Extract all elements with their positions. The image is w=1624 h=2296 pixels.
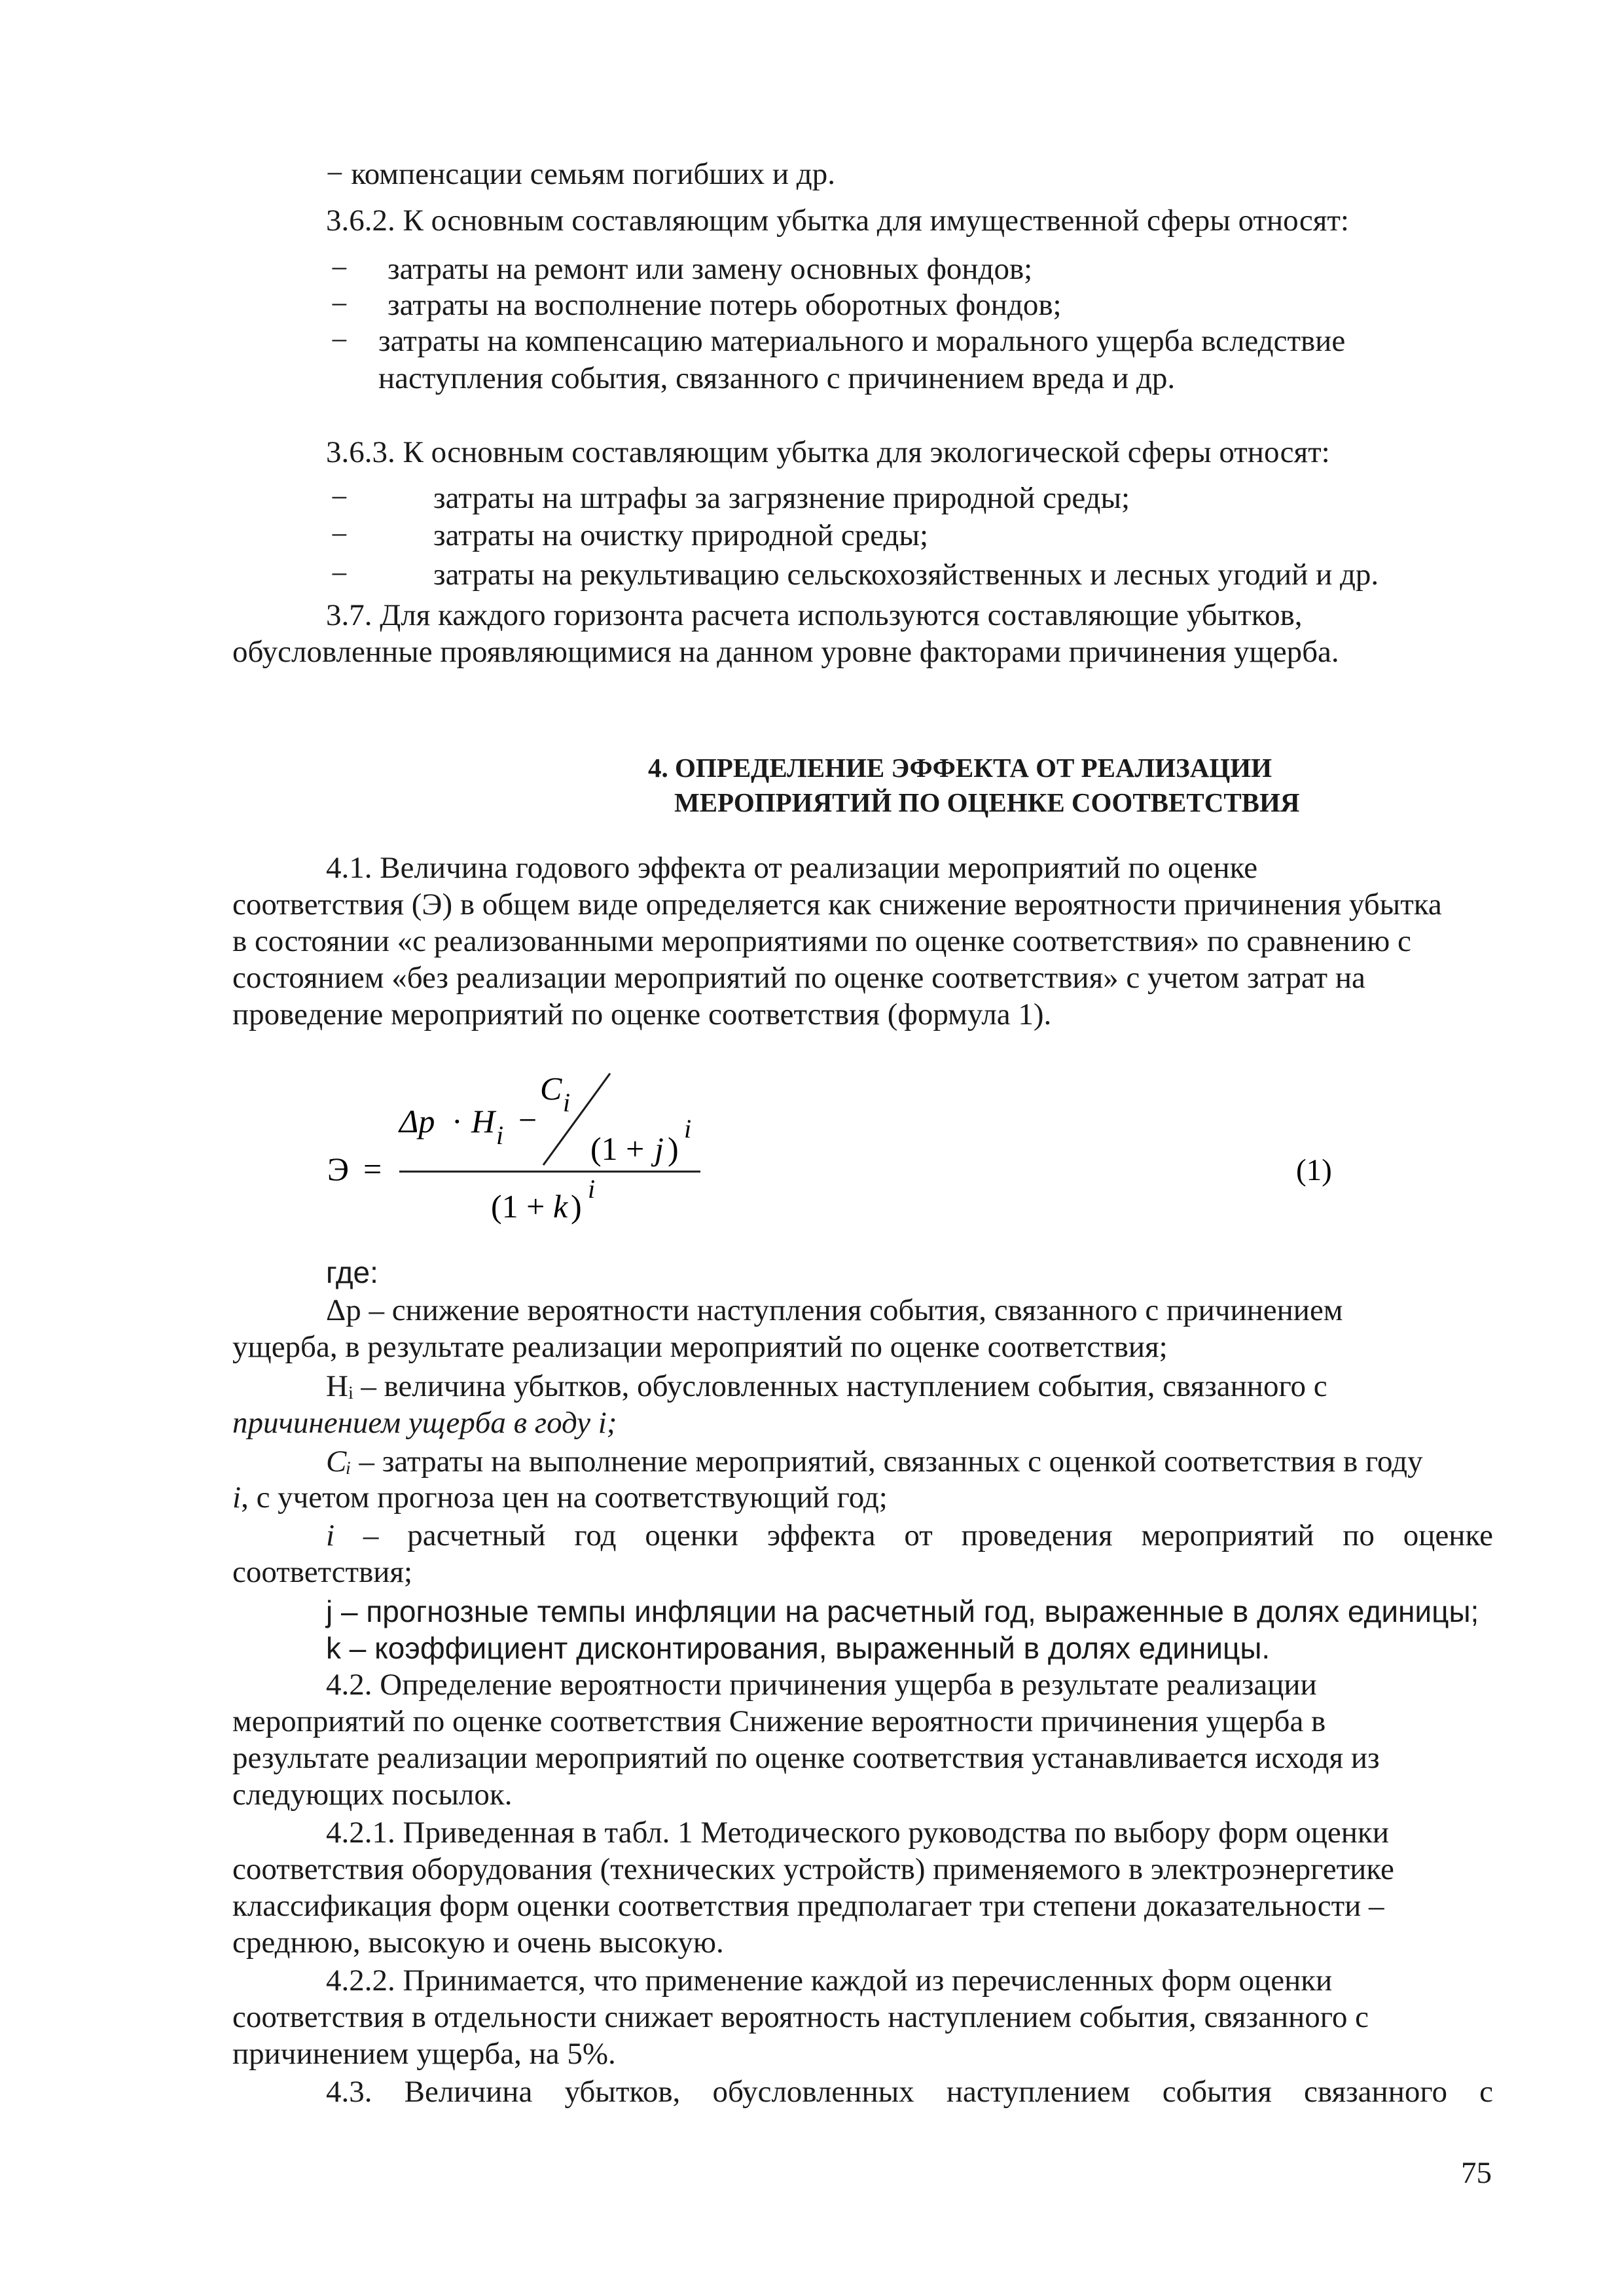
bullet-dash: − — [331, 518, 348, 552]
formula-lhs: Э — [327, 1151, 350, 1187]
list-item: затраты на рекультивацию сельскохозяйственных и лесных угодий и др. — [433, 558, 1379, 592]
text-line: следующих посылок. — [232, 1778, 513, 1812]
formula-denominator-exponent: i — [588, 1174, 596, 1204]
text-line: проведение мероприятий по оценке соответствия (формула 1). — [232, 997, 1052, 1031]
list-item: затраты на восполнение потерь оборотных фондов; — [388, 288, 1062, 322]
definition-line: k – коэффициент дисконтирования, выраженный в долях единицы. — [326, 1631, 1271, 1665]
text-line: 4.2. Определение вероятности причинения ущерба в результате реализации — [326, 1668, 1317, 1702]
list-item: затраты на компенсацию материального и морального ущерба вследствие — [378, 324, 1346, 358]
list-item: затраты на ремонт или замену основных фондов; — [388, 252, 1033, 286]
text-line: 4.3. Величина убытков, обусловленных наступлением события связанного с — [326, 2075, 1493, 2109]
text-line: соответствия (Э) в общем виде определяется как снижение вероятности причинения убытка — [232, 888, 1442, 922]
definition-text: – затраты на выполнение мероприятий, связанных с оценкой соответствия в году — [351, 1444, 1423, 1479]
definition-line: Δр – снижение вероятности наступления события, связанного с причинением — [326, 1293, 1343, 1327]
text-line: классификация форм оценки соответствия предполагает три степени доказательности – — [232, 1889, 1384, 1923]
formula-denominator-k: k — [553, 1188, 568, 1225]
definition-text: – расчетный год оценки эффекта от проведения мероприятий по оценке — [334, 1518, 1493, 1552]
text-line: − компенсации семьям погибших и др. — [326, 157, 835, 191]
text-line: соответствия оборудования (технических устройств) применяемого в электроэнергетике — [232, 1852, 1394, 1886]
bullet-dash: − — [331, 481, 348, 515]
text-line: среднюю, высокую и очень высокую. — [232, 1926, 724, 1960]
definition-line: причинением ущерба в году i; — [232, 1406, 617, 1440]
bullet-dash: − — [331, 288, 348, 322]
symbol-i: i — [232, 1480, 242, 1515]
formula-inflation-open: (1 + — [590, 1130, 645, 1167]
definition-line — [326, 1443, 1423, 1480]
page-number: 75 — [1461, 2156, 1492, 2190]
symbol-c-i: Cᵢ — [326, 1444, 352, 1479]
text-line: мероприятий по оценке соответствия Снижение вероятности причинения ущерба в — [232, 1704, 1326, 1738]
definition-line: j – прогнозные темпы инфляции на расчетный год, выраженные в долях единицы; — [326, 1594, 1479, 1628]
definition-line — [326, 1517, 1493, 1554]
text-line: обусловленные проявляющимися на данном уровне факторами причинения ущерба. — [232, 635, 1339, 669]
bullet-dash: − — [331, 558, 348, 592]
text-line: 4.2.1. Приведенная в табл. 1 Методического руководства по выбору форм оценки — [326, 1816, 1389, 1850]
formula-number: (1) — [1296, 1153, 1332, 1187]
text-line: 3.6.2. К основным составляющим убытка для имущественной сферы относят: — [326, 204, 1349, 238]
symbol-i: i — [326, 1518, 335, 1552]
bullet-dash: − — [331, 324, 348, 358]
section-heading: МЕРОПРИЯТИЙ ПО ОЦЕНКЕ СООТВЕТСТВИЯ — [674, 787, 1300, 817]
formula-c: C — [540, 1070, 562, 1107]
text-line: соответствия в отдельности снижает вероятность наступлением события, связанного с — [232, 2000, 1369, 2034]
text-line: причинением ущерба, на 5%. — [232, 2037, 616, 2071]
definition-text: , с учетом прогноза цен на соответствующий год; — [241, 1480, 888, 1515]
definition-line: ущерба, в результате реализации мероприятий по оценке соответствия; — [232, 1330, 1168, 1364]
text-line: в состоянии «с реализованными мероприятиями по оценке соответствия» по сравнению с — [232, 924, 1411, 958]
text-line: где: — [326, 1255, 378, 1289]
formula-h: H — [471, 1103, 496, 1139]
formula-inflation-j: j — [655, 1130, 664, 1167]
formula-delta-p: Δp — [399, 1103, 435, 1139]
formula-inflation-close: ) — [668, 1130, 679, 1167]
text-line: 4.2.2. Принимается, что применение каждой из перечисленных форм оценки — [326, 1964, 1333, 1998]
list-item: затраты на очистку природной среды; — [433, 518, 929, 552]
list-item: затраты на штрафы за загрязнение природной среды; — [433, 481, 1130, 515]
text-line: 3.7. Для каждого горизонта расчета используются составляющие убытков, — [326, 598, 1303, 632]
definition-line: Hᵢ – величина убытков, обусловленных наступлением события, связанного с — [326, 1369, 1327, 1403]
formula-c-subscript: i — [563, 1088, 571, 1117]
formula-inflation-exponent: i — [684, 1114, 692, 1143]
formula-denominator-close: ) — [571, 1188, 582, 1225]
definition-line — [232, 1479, 888, 1516]
formula-1 — [308, 1060, 1420, 1250]
text-line: результате реализации мероприятий по оценке соответствия устанавливается исходя из — [232, 1741, 1380, 1775]
section-heading: 4. ОПРЕДЕЛЕНИЕ ЭФФЕКТА ОТ РЕАЛИЗАЦИИ — [648, 753, 1272, 783]
bullet-dash: − — [331, 252, 348, 286]
definition-line: соответствия; — [232, 1555, 413, 1589]
text-line: состоянием «без реализации мероприятий по оценке соответствия» с учетом затрат на — [232, 961, 1365, 995]
formula-equals: = — [363, 1151, 382, 1187]
text-line: 3.6.3. К основным составляющим убытка для экологической сферы относят: — [326, 435, 1330, 469]
text-line: 4.1. Величина годового эффекта от реализации мероприятий по оценке — [326, 851, 1258, 885]
formula-denominator-open: (1 + — [491, 1188, 545, 1225]
list-item-continuation: наступления события, связанного с причинением вреда и др. — [378, 361, 1176, 395]
formula-h-subscript: i — [496, 1121, 504, 1150]
formula-dot: · — [452, 1103, 463, 1139]
formula-minus: − — [518, 1102, 537, 1138]
